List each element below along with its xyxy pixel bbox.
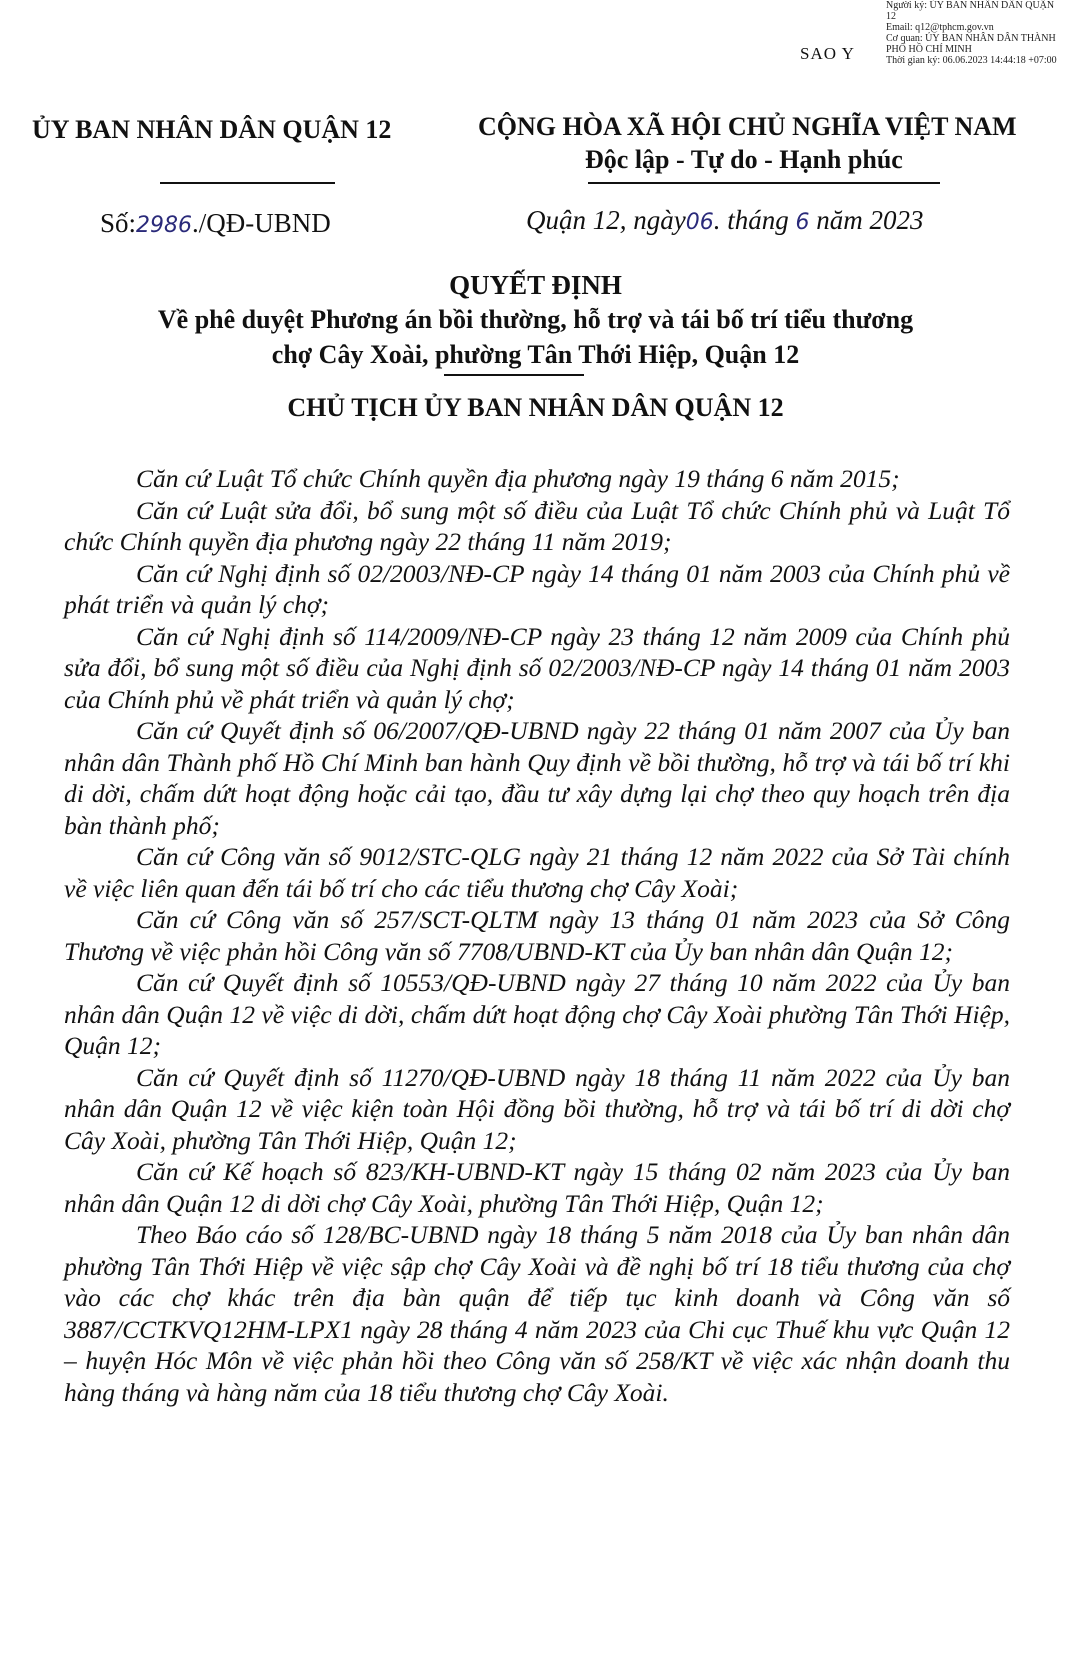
legal-basis-paragraph: Căn cứ Luật sửa đổi, bổ sung một số điều của Luật Tổ chức Chính phủ và Luật Tổ chức Chính quyền địa phương ngày 22 tháng 11 năm 2019; [64,495,1010,556]
legal-basis-paragraph: Căn cứ Công văn số 257/SCT-QLTM ngày 13 tháng 01 năm 2023 của Sở Công Thương về việc phản hồi Công văn số 7708/UBND-KT của Ủy ban nhân dân Quận 12; [64,905,1010,966]
legal-basis-paragraph: Căn cứ Quyết định số 10553/QĐ-UBND ngày 27 tháng 10 năm 2022 của Ủy ban nhân dân Quận 12 về việc di dời, chấm dứt hoạt động chợ Cây Xoài phường Tân Thới Hiệp, Quận 12; [64,968,1010,1060]
legal-basis-section [64,463,1010,1408]
legal-basis-paragraph: Theo Báo cáo số 128/BC-UBND ngày 18 tháng 5 năm 2018 của Ủy ban nhân dân phường Tân Thới Hiệp về việc sập chợ Cây Xoài và đề nghị bố trí 18 tiểu thương của chợ vào các chợ khác trên địa bàn quận để tiếp tục kinh doanh và Công văn số 3887/CCTKVQ12HM-LPX1 ngày 28 tháng 4 năm 2023 của Chi cục Thuế khu vực Quận 12 – huyện Hóc Môn về việc phản hồi theo Công văn số 258/KT về việc xác nhận doanh thu hàng tháng và hàng năm của 18 tiểu thương chợ Cây Xoài. [64,1220,1010,1407]
legal-basis-paragraph: Căn cứ Nghị định số 02/2003/NĐ-CP ngày 14 tháng 01 năm 2003 của Chính phủ về phát triển và quản lý chợ; [64,558,1010,619]
signature-time: Thời gian ký: 06.06.2023 14:44:18 +07:00 [886,55,1057,66]
national-title: CỘNG HÒA XÃ HỘI CHỦ NGHĨA VIỆT NAM [478,112,1017,141]
document-subject-line-2: chợ Cây Xoài, phường Tân Thới Hiệp, Quận 12 [271,340,800,369]
doc-number-handwritten: 2986 [136,213,193,238]
legal-basis-paragraph: Căn cứ Luật Tổ chức Chính quyền địa phương ngày 19 tháng 6 năm 2015; [136,464,900,493]
date-year: năm 2023 [816,205,924,235]
legal-basis-paragraph: Căn cứ Kế hoạch số 823/KH-UBND-KT ngày 15 tháng 02 năm 2023 của Ủy ban nhân dân Quận 12 di dời chợ Cây Xoài, phường Tân Thới Hiệp, Quận 12; [64,1157,1010,1218]
copy-stamp: SAO Y [800,44,855,63]
title-underline [444,374,584,376]
agency-underline [160,182,335,184]
issuing-agency: ỦY BAN NHÂN DÂN QUẬN 12 [32,115,392,144]
national-motto: Độc lập - Tự do - Hạnh phúc [585,145,903,174]
place-and-date [526,205,924,236]
motto-underline [588,182,940,184]
issuing-authority: CHỦ TỊCH ỦY BAN NHÂN DÂN QUẬN 12 [287,393,784,422]
signature-organization: Cơ quan: ỦY BAN NHÂN DÂN THÀNH PHỐ HỒ CHÍ MINH [886,33,1056,55]
legal-basis-paragraph: Căn cứ Quyết định số 06/2007/QĐ-UBND ngày 22 tháng 01 năm 2007 của Ủy ban nhân dân Thành phố Hồ Chí Minh ban hành Quy định về bồi thường, hỗ trợ và tái bố trí khi di dời, chấm dứt hoạt động hoặc cải tạo, đầu tư xây dựng lại chợ theo quy hoạch trên địa bàn thành phố; [64,716,1010,840]
signature-email: Email: q12@tphcm.gov.vn [886,22,994,33]
document-subject-line-1: Về phê duyệt Phương án bồi thường, hỗ trợ và tái bố trí tiểu thương [157,305,914,334]
signature-signer: Người ký: ỦY BAN NHÂN DÂN QUẬN 12 [886,0,1055,22]
doc-number-suffix: ./QĐ-UBND [192,208,331,238]
place-prefix: Quận 12, ngày [526,205,686,235]
document-kind: QUYẾT ĐỊNH [449,270,622,300]
date-month-handwritten: 6 [795,210,810,235]
digital-signature-block [886,0,1066,66]
legal-basis-paragraph: Căn cứ Công văn số 9012/STC-QLG ngày 21 tháng 12 năm 2022 của Sở Tài chính về việc liên quan đến tái bố trí cho các tiểu thương chợ Cây Xoài; [64,842,1010,903]
document-number [100,208,331,239]
legal-basis-paragraph: Căn cứ Nghị định số 114/2009/NĐ-CP ngày 23 tháng 12 năm 2009 của Chính phủ sửa đổi, bổ sung một số điều của Nghị định số 02/2003/NĐ-CP ngày 14 tháng 01 năm 2003 của Chính phủ về phát triển và quản lý chợ; [64,621,1010,714]
doc-number-prefix: Số: [100,208,137,238]
date-month-label: . tháng [713,205,789,235]
legal-basis-paragraph: Căn cứ Quyết định số 11270/QĐ-UBND ngày 18 tháng 11 năm 2022 của Ủy ban nhân dân Quận 12 về việc kiện toàn Hội đồng bồi thường, hỗ trợ và tái bố trí di dời chợ Cây Xoài, phường Tân Thới Hiệp, Quận 12; [64,1062,1010,1155]
date-day-handwritten: 06 [685,210,714,235]
